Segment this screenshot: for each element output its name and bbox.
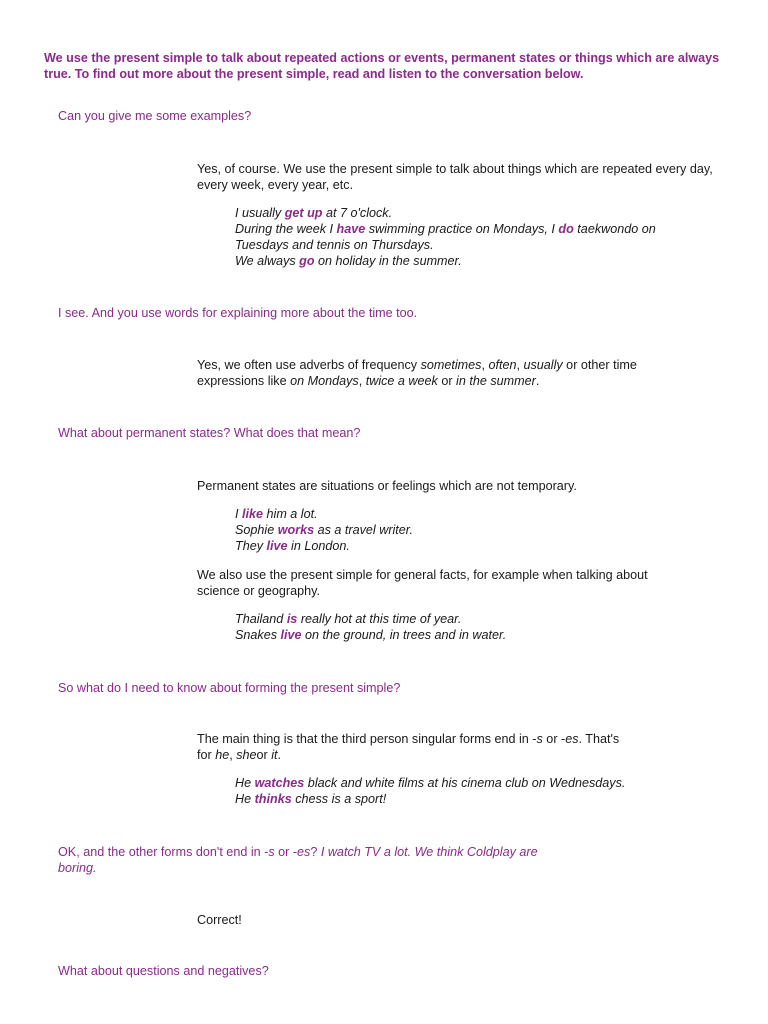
- verb-highlight: like: [242, 507, 264, 521]
- question-negatives: What about questions and negatives?: [58, 964, 269, 978]
- question-examples: Can you give me some examples?: [58, 109, 252, 123]
- example-line: During the week I have swimming practice on Mondays, I do taekwondo on: [235, 222, 656, 236]
- example-line: Snakes live on the ground, in trees and in water.: [235, 628, 507, 642]
- question-permanent-states: What about permanent states? What does that mean?: [58, 426, 361, 440]
- verb-highlight: go: [299, 254, 315, 268]
- answer-correct: Correct!: [197, 913, 242, 927]
- answer-time-words: Yes, we often use adverbs of frequency sometimes, often, usually or other time expressions like on Mondays, twice a week or in the summer.: [197, 358, 637, 388]
- example-line: Thailand is really hot at this time of year.: [235, 612, 462, 626]
- example-line: He watches black and white films at his cinema club on Wednesdays.: [235, 776, 626, 790]
- verb-highlight: get up: [284, 206, 323, 220]
- examples-repeated-actions: [235, 205, 695, 269]
- verb-highlight: watches: [254, 776, 305, 790]
- verb-highlight: thinks: [254, 792, 292, 806]
- example-line: I usually get up at 7 o'clock.: [235, 206, 393, 220]
- example-line: We always go on holiday in the summer.: [235, 254, 462, 268]
- examples-third-person: [235, 775, 695, 807]
- verb-highlight: live: [266, 539, 288, 553]
- intro-paragraph: We use the present simple to talk about repeated actions or events, permanent states or things which are always true. To find out more about the present simple, read and listen to the conversation below.: [44, 51, 720, 81]
- example-line: I like him a lot.: [235, 507, 318, 521]
- example-line: Sophie works as a travel writer.: [235, 523, 414, 537]
- verb-highlight: works: [277, 523, 315, 537]
- verb-highlight: is: [286, 612, 298, 626]
- answer-forming: The main thing is that the third person singular forms end in -s or -es. That's for he, sheor it.: [197, 732, 620, 762]
- answer-permanent-states: Permanent states are situations or feelings which are not temporary.: [197, 479, 577, 493]
- examples-general-facts: [235, 611, 695, 643]
- verb-highlight: do: [558, 222, 574, 236]
- verb-highlight: have: [336, 222, 366, 236]
- question-forming: So what do I need to know about forming the present simple?: [58, 681, 401, 695]
- example-line: Tuesdays and tennis on Thursdays.: [235, 238, 434, 252]
- answer-general-facts: We also use the present simple for general facts, for example when talking about science or geography.: [197, 568, 648, 598]
- question-time-words: I see. And you use words for explaining more about the time too.: [58, 306, 418, 320]
- examples-permanent-states: [235, 506, 695, 554]
- question-other-forms: OK, and the other forms don't end in -s or -es? I watch TV a lot. We think Coldplay are boring.: [58, 845, 538, 875]
- answer-examples: Yes, of course. We use the present simple to talk about things which are repeated every day, every week, every year, etc.: [197, 162, 713, 192]
- example-line: They live in London.: [235, 539, 350, 553]
- verb-highlight: live: [280, 628, 302, 642]
- example-line: He thinks chess is a sport!: [235, 792, 387, 806]
